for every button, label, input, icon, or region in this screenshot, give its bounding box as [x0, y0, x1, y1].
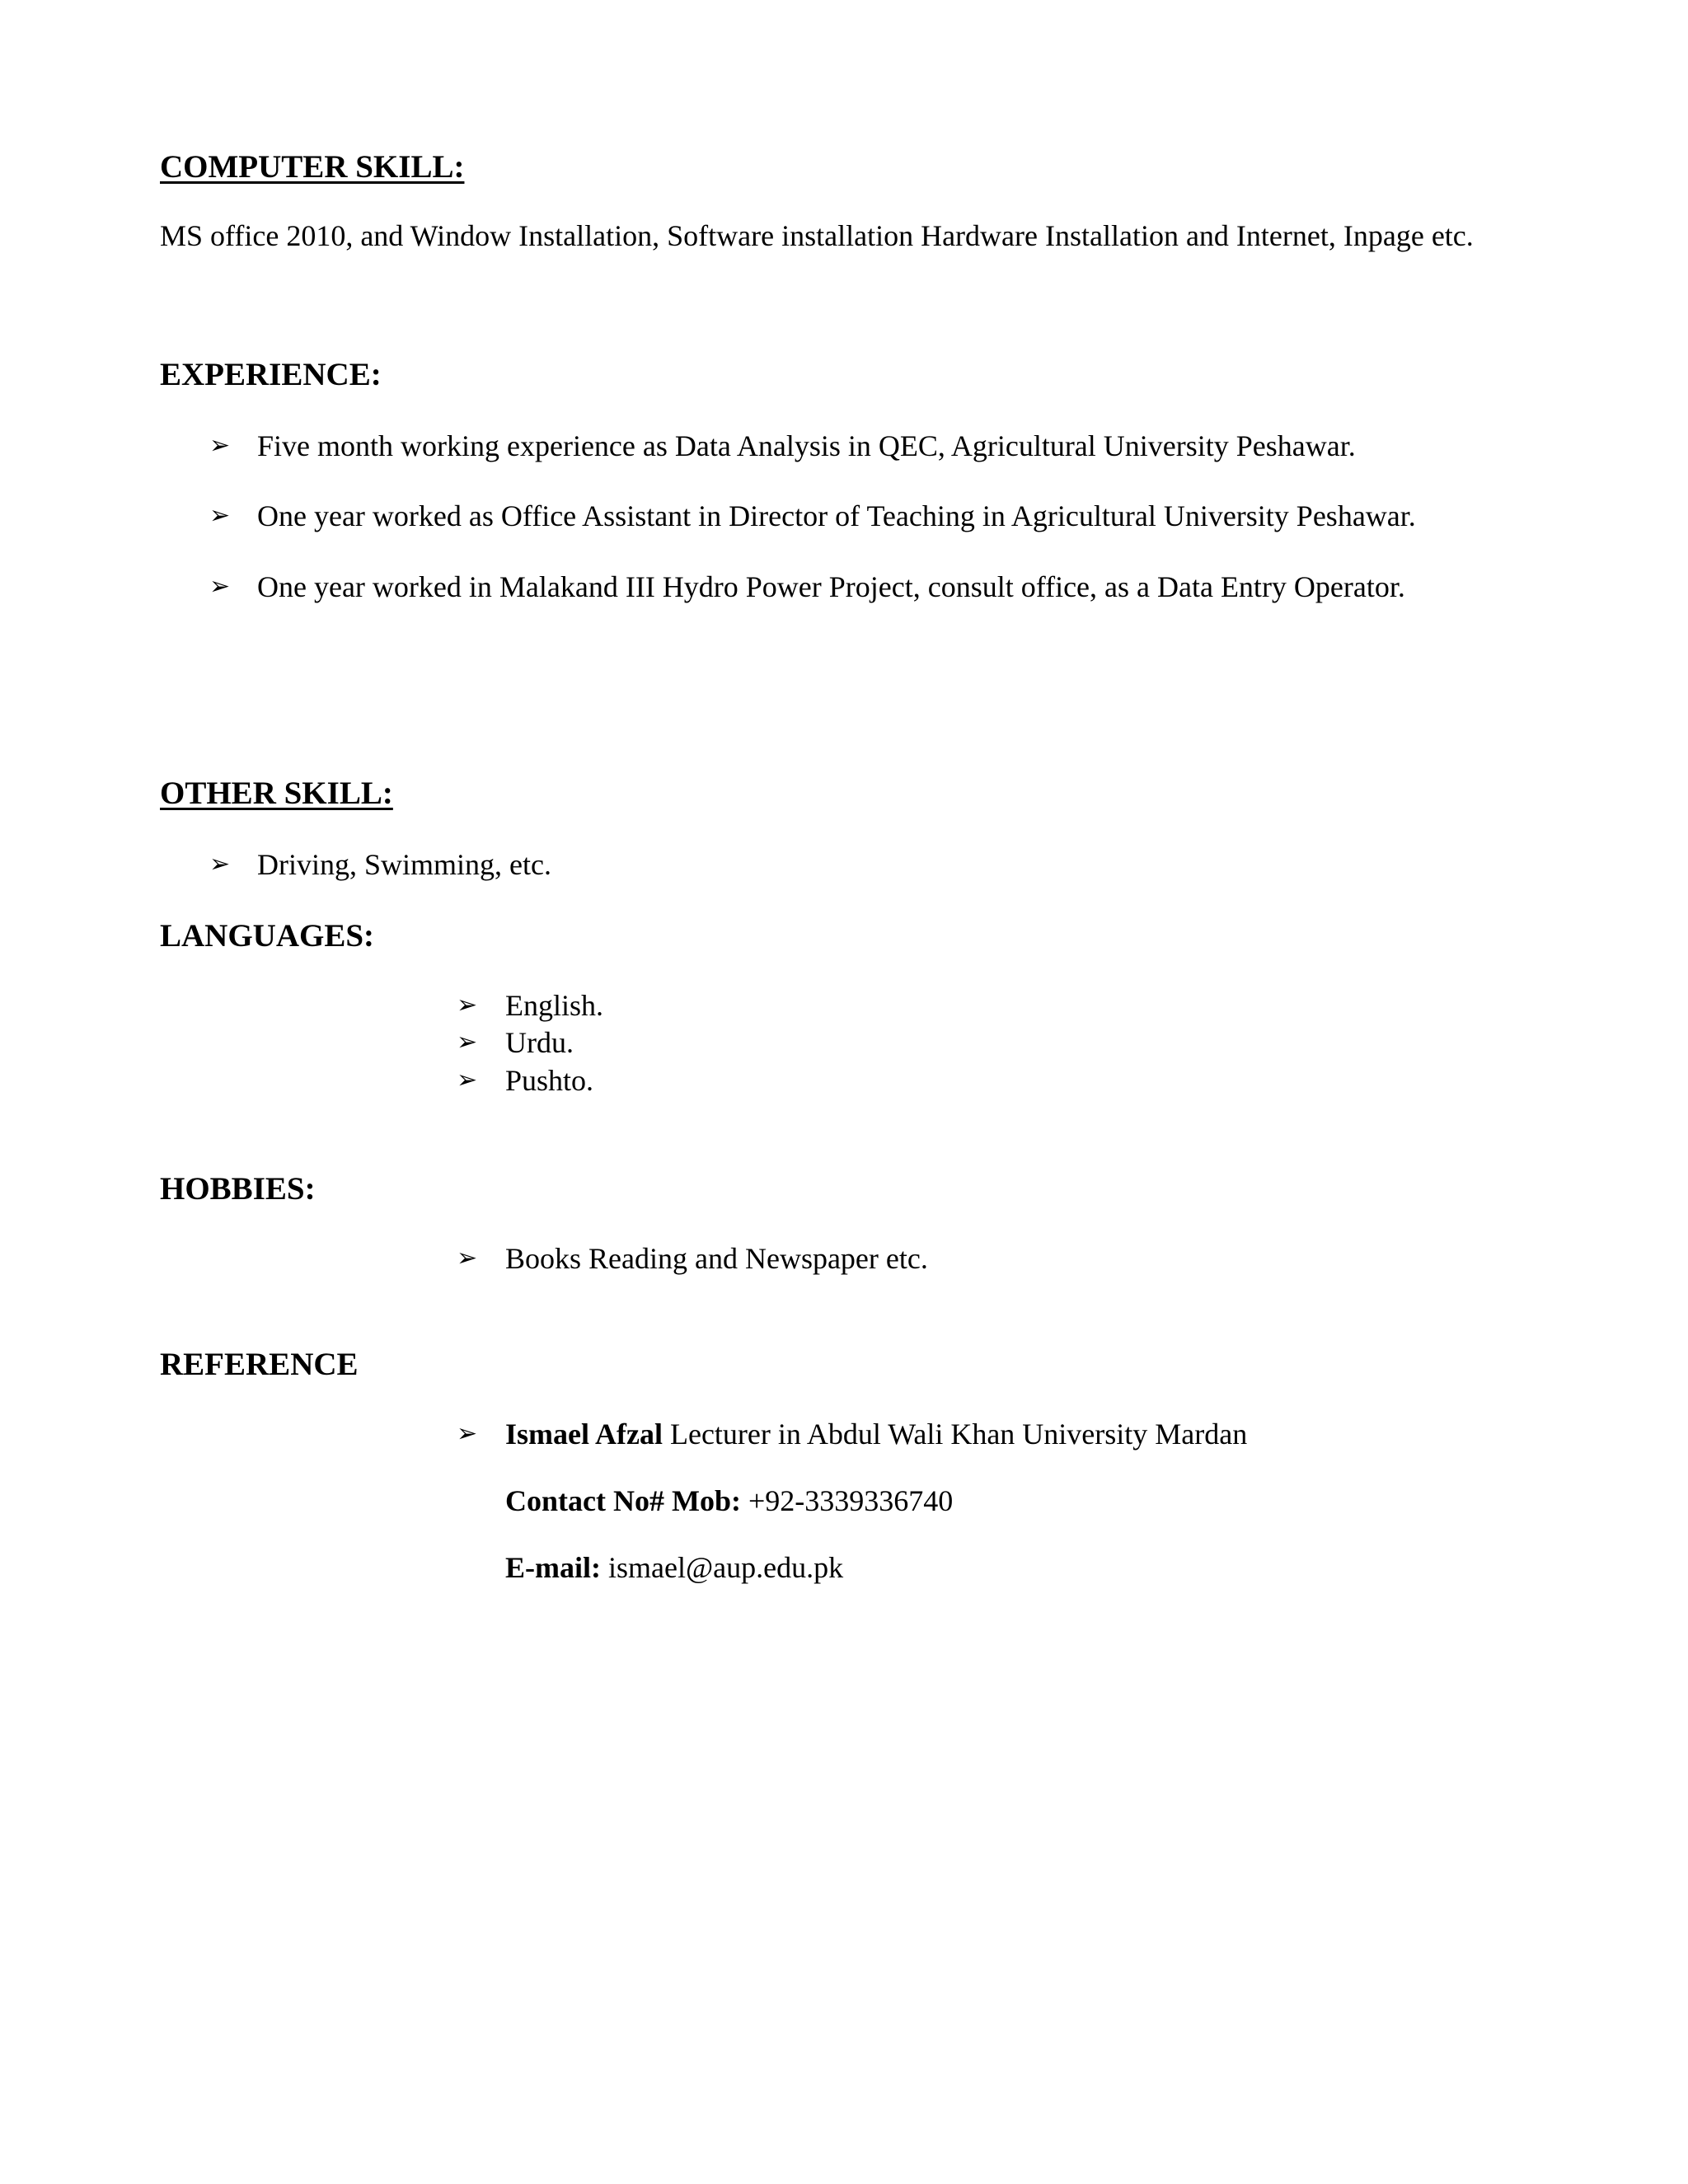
reference-heading: REFERENCE	[160, 1347, 359, 1382]
reference-contact-value: +92-3339336740	[740, 1484, 954, 1517]
reference-email-label: E-mail:	[505, 1551, 601, 1584]
other-skill-item: Driving, Swimming, etc.	[257, 848, 551, 881]
experience-item: Five month working experience as Data Analysis in QEC, Agricultural University Peshawar.	[257, 429, 1356, 462]
reference-email	[505, 1553, 843, 1582]
arrowhead-bullet-icon: ➢	[457, 1066, 478, 1094]
reference-email-value: ismael@aup.edu.pk	[600, 1551, 844, 1584]
experience-heading: EXPERIENCE:	[160, 357, 382, 392]
reference-contact-label: Contact No# Mob:	[505, 1484, 741, 1517]
language-item: Pushto.	[505, 1064, 594, 1097]
hobbies-heading: HOBBIES:	[160, 1171, 316, 1207]
language-item: Urdu.	[505, 1026, 574, 1059]
arrowhead-bullet-icon: ➢	[209, 572, 231, 601]
arrowhead-bullet-icon: ➢	[209, 501, 231, 530]
arrowhead-bullet-icon: ➢	[457, 1028, 478, 1057]
arrowhead-bullet-icon: ➢	[209, 850, 231, 879]
other-skill-heading: OTHER SKILL:	[160, 776, 393, 811]
experience-item: One year worked as Office Assistant in Director of Teaching in Agricultural University Peshawar.	[257, 499, 1416, 532]
arrowhead-bullet-icon: ➢	[457, 1419, 478, 1448]
reference-title: Lecturer in Abdul Wali Khan University Mardan	[662, 1418, 1248, 1451]
arrowhead-bullet-icon: ➢	[209, 431, 231, 460]
reference-line	[505, 1419, 1247, 1449]
reference-contact	[505, 1486, 953, 1516]
arrowhead-bullet-icon: ➢	[457, 991, 478, 1019]
experience-item: One year worked in Malakand III Hydro Power Project, consult office, as a Data Entry Operator.	[257, 570, 1405, 603]
language-item: English.	[505, 989, 604, 1022]
reference-name: Ismael Afzal	[505, 1418, 663, 1451]
computer-skill-text: MS office 2010, and Window Installation, Software installation Hardware Installation and Internet, Inpage etc.	[160, 219, 1474, 252]
hobby-item: Books Reading and Newspaper etc.	[505, 1242, 928, 1275]
computer-skill-heading: COMPUTER SKILL:	[160, 149, 465, 185]
arrowhead-bullet-icon: ➢	[457, 1244, 478, 1272]
languages-heading: LANGUAGES:	[160, 918, 375, 954]
